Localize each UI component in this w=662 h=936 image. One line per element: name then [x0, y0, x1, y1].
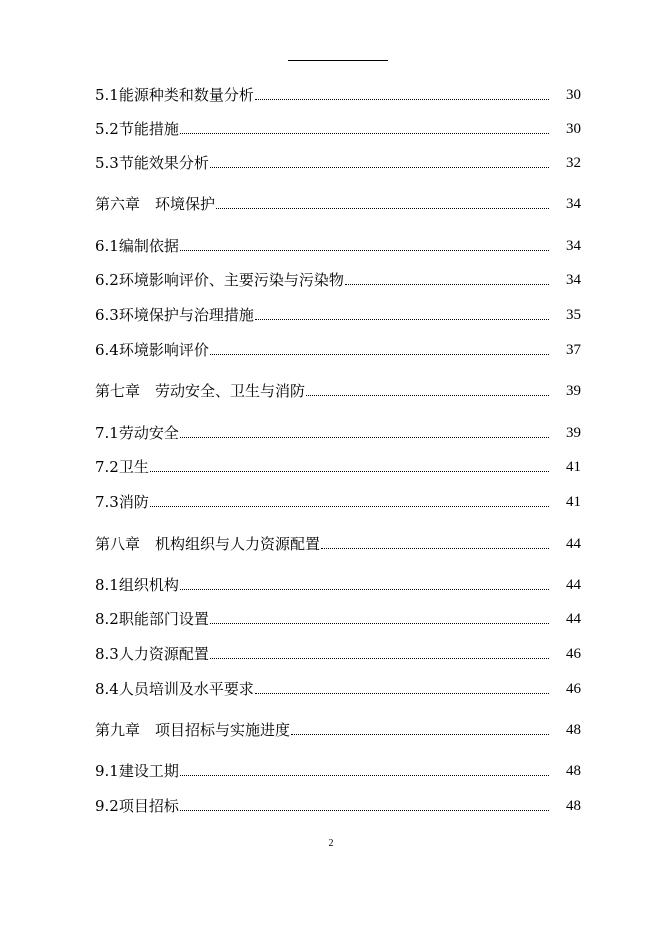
toc-entry-title: 5.1能源种类和数量分析	[95, 86, 254, 104]
dot-leader	[321, 548, 549, 549]
toc-entry[interactable]	[95, 758, 581, 780]
dot-leader	[210, 658, 549, 659]
dot-leader	[210, 167, 549, 168]
toc-entry-title: 8.4人员培训及水平要求	[95, 680, 254, 698]
dot-leader	[180, 133, 549, 134]
toc-chapter-entry[interactable]	[95, 531, 581, 553]
toc-entry[interactable]	[95, 302, 581, 324]
dot-leader	[180, 589, 549, 590]
dot-leader	[150, 506, 549, 507]
toc-entry[interactable]	[95, 337, 581, 359]
toc-chapter-entry[interactable]	[95, 191, 581, 213]
toc-entry-page: 44	[566, 536, 581, 552]
toc-entry[interactable]	[95, 793, 581, 815]
toc-entry-page: 32	[566, 155, 581, 171]
dot-leader	[180, 437, 549, 438]
toc-entry-title: 第八章 机构组织与人力资源配置	[95, 535, 321, 553]
toc-entry-page: 39	[566, 383, 581, 399]
dot-leader	[255, 99, 549, 100]
toc-entry[interactable]	[95, 267, 581, 289]
dot-leader	[180, 810, 549, 811]
toc-entry[interactable]	[95, 116, 581, 138]
dot-leader	[306, 395, 549, 396]
toc-entry-page: 37	[566, 342, 581, 358]
toc-entry-page: 39	[566, 425, 581, 441]
toc-entry-title: 7.1劳动安全	[95, 424, 179, 442]
dot-leader	[180, 775, 549, 776]
toc-entry-title: 第六章 环境保护	[95, 195, 216, 213]
dot-leader	[345, 284, 549, 285]
toc-entry-title: 9.1建设工期	[95, 762, 179, 780]
dot-leader	[150, 471, 549, 472]
toc-entry-page: 34	[566, 272, 581, 288]
dot-leader	[210, 623, 549, 624]
toc-entry-page: 44	[566, 577, 581, 593]
toc-entry[interactable]	[95, 572, 581, 594]
toc-entry-page: 30	[566, 87, 581, 103]
toc-entry-page: 34	[566, 238, 581, 254]
toc-entry[interactable]	[95, 606, 581, 628]
footer-page-number: 2	[328, 838, 334, 849]
dot-leader	[180, 250, 549, 251]
toc-entry[interactable]	[95, 420, 581, 442]
toc-entry-page: 48	[566, 722, 581, 738]
toc-entry[interactable]	[95, 150, 581, 172]
toc-entry-title: 8.1组织机构	[95, 576, 179, 594]
toc-entry[interactable]	[95, 82, 581, 104]
toc-entry-page: 41	[566, 459, 581, 475]
toc-entry[interactable]	[95, 641, 581, 663]
toc-entry-title: 第九章 项目招标与实施进度	[95, 721, 291, 739]
toc-entry[interactable]	[95, 454, 581, 476]
toc-entry[interactable]	[95, 489, 581, 511]
toc-entry-page: 46	[566, 681, 581, 697]
toc-entry-title: 7.2卫生	[95, 458, 149, 476]
toc-entry-page: 30	[566, 121, 581, 137]
table-of-contents	[95, 0, 581, 936]
toc-entry-page: 46	[566, 646, 581, 662]
dot-leader	[210, 354, 549, 355]
toc-entry-title: 第七章 劳动安全、卫生与消防	[95, 382, 306, 400]
toc-entry-title: 6.2环境影响评价、主要污染与污染物	[95, 271, 344, 289]
toc-entry-title: 5.2节能措施	[95, 120, 179, 138]
dot-leader	[255, 693, 549, 694]
toc-chapter-entry[interactable]	[95, 378, 581, 400]
toc-entry-page: 48	[566, 798, 581, 814]
toc-entry-title: 5.3节能效果分析	[95, 154, 209, 172]
toc-entry-page: 41	[566, 494, 581, 510]
toc-entry-page: 48	[566, 763, 581, 779]
toc-entry-title: 6.4环境影响评价	[95, 341, 209, 359]
toc-entry-title: 9.2项目招标	[95, 797, 179, 815]
toc-entry-page: 34	[566, 196, 581, 212]
dot-leader	[291, 734, 549, 735]
dot-leader	[216, 208, 549, 209]
toc-entry-page: 35	[566, 307, 581, 323]
toc-entry-title: 7.3消防	[95, 493, 149, 511]
toc-entry[interactable]	[95, 233, 581, 255]
toc-entry-title: 6.3环境保护与治理措施	[95, 306, 254, 324]
toc-entry[interactable]	[95, 676, 581, 698]
dot-leader	[255, 319, 549, 320]
toc-entry-page: 44	[566, 611, 581, 627]
toc-chapter-entry[interactable]	[95, 717, 581, 739]
toc-entry-title: 6.1编制依据	[95, 237, 179, 255]
toc-entry-title: 8.2职能部门设置	[95, 610, 209, 628]
toc-entry-title: 8.3人力资源配置	[95, 645, 209, 663]
